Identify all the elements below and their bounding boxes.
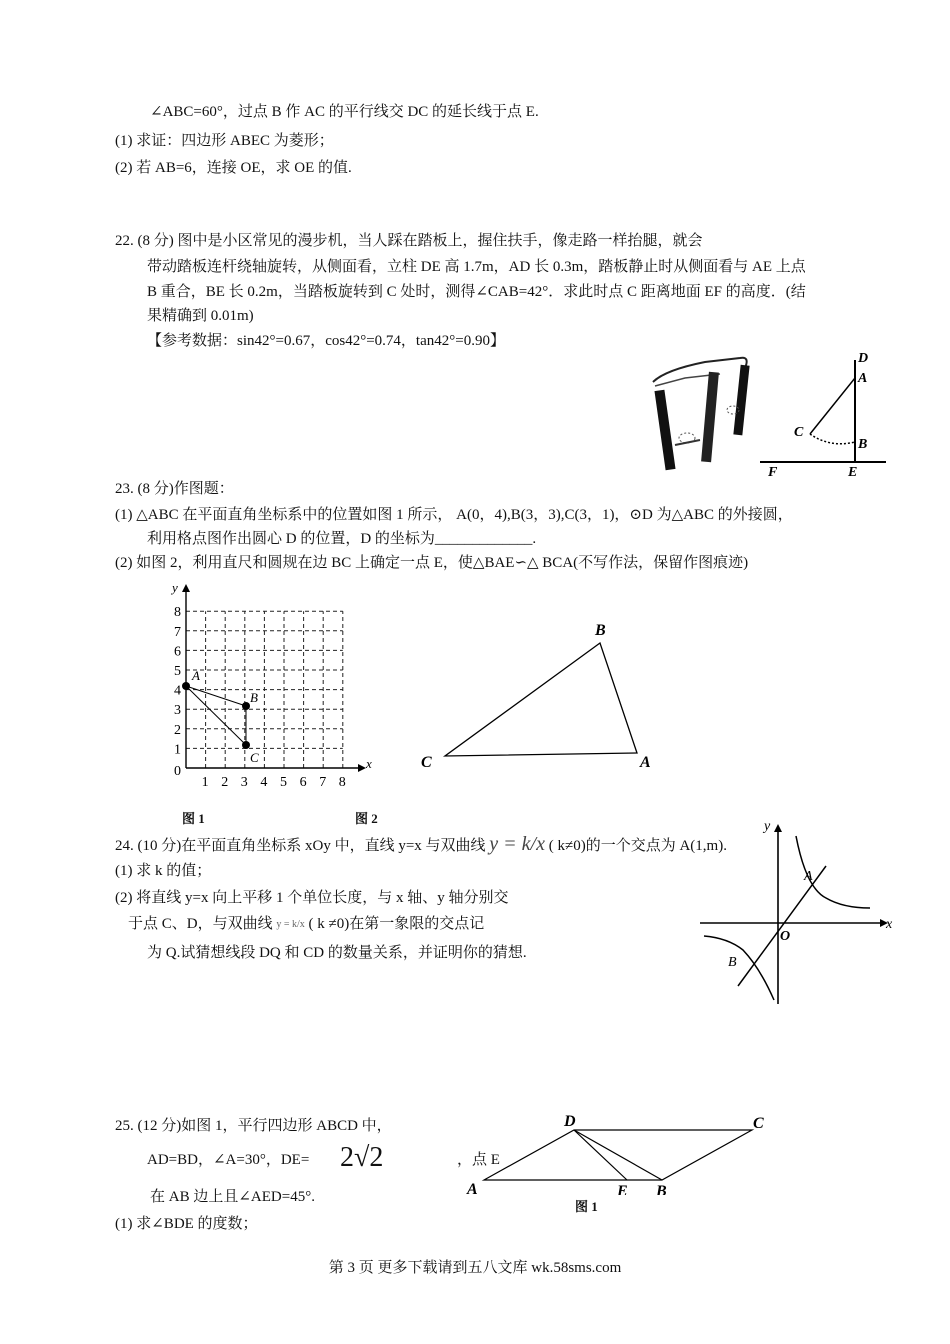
- grid-label-C: C: [250, 750, 259, 765]
- grid-label-B: B: [250, 690, 258, 705]
- q25-line1: 25. (12 分)如图 1，平行四边形 ABCD 中，: [115, 1118, 392, 1134]
- label-F: F: [768, 465, 778, 480]
- x-tick-label: 2: [221, 775, 229, 790]
- q23-line1: 23. (8 分)作图题：: [115, 481, 234, 497]
- q25-label-A: A: [467, 1181, 478, 1195]
- q25-label-D: D: [564, 1113, 576, 1130]
- label-D: D: [858, 351, 869, 366]
- q25-line2-start: AD=BD，∠A=30°，DE=: [147, 1152, 310, 1168]
- label-C: C: [794, 425, 804, 440]
- axis-y-label: y: [172, 580, 178, 595]
- y-tick-label: 2: [174, 722, 181, 738]
- q25-label-E: E: [617, 1183, 628, 1195]
- q22-line2: 带动踏板连杆绕轴旋转，从侧面看，立柱 DE 高 1.7m，AD 长 0.3m，踏板静止时从侧面看与 AE 上点: [147, 259, 806, 275]
- q24-equation-large: y = k/x: [489, 833, 545, 855]
- y-tick-label: 3: [174, 703, 181, 719]
- tri-label-B: B: [595, 622, 606, 639]
- q24-line1-end: ( k≠0)的一个交点为 A(1,m).: [548, 838, 727, 854]
- q24-part2-line2: [128, 914, 484, 935]
- q25-part1: (1) 求∠BDE 的度数；: [115, 1216, 258, 1232]
- y-tick-label: 5: [174, 664, 181, 679]
- x-tick-label: 1: [201, 775, 209, 790]
- q24-hyperbola-figure: [698, 818, 898, 1008]
- q24-origin: O: [780, 929, 791, 944]
- label-A: A: [858, 371, 868, 386]
- q21-part2: (2) 若 AB=6，连接 OE，求 OE 的值.: [115, 160, 352, 176]
- x-tick-label: 6: [299, 775, 307, 790]
- y-tick-label: 4: [174, 683, 181, 699]
- y-tick-label: 7: [174, 624, 181, 640]
- q21-part1: (1) 求证：四边形 ABEC 为菱形；: [115, 133, 334, 149]
- x-tick-label: 7: [319, 775, 327, 790]
- grid-label-A: A: [192, 668, 200, 683]
- q22-diagram: [760, 348, 890, 480]
- label-E: E: [848, 465, 858, 480]
- point-B: [242, 702, 250, 710]
- q24-axis-x: x: [886, 917, 893, 932]
- q23-grid-figure: [168, 576, 388, 791]
- q23-line4: (2) 如图 2，利用直尺和圆规在边 BC 上确定一点 E，使△BAE∽△ BCA(不写作法，保留作图痕迹): [115, 555, 749, 571]
- y-tick-label: 8: [174, 605, 181, 621]
- q24-line1-start: 24. (10 分)在平面直角坐标系 xOy 中，直线 y=x 与双曲线: [115, 838, 486, 854]
- q24-part1: (1) 求 k 的值；: [115, 863, 212, 879]
- fig1-caption: 图 1: [182, 811, 205, 826]
- q25-line2-end: ，点 E: [457, 1152, 500, 1168]
- q25-radical: 2√2: [340, 1142, 384, 1173]
- q24-point-B: B: [728, 955, 737, 970]
- q23-line3: 利用格点图作出圆心 D 的位置，D 的坐标为_____________.: [147, 531, 537, 547]
- q22-line4: 果精确到 0.01m): [147, 308, 254, 324]
- q22-line1: 22. (8 分) 图中是小区常见的漫步机，当人踩在踏板上，握住扶手，像走路一样抬腿，就会: [115, 233, 703, 249]
- x-tick-label: 3: [240, 775, 248, 790]
- axis-x-label: x: [366, 756, 372, 771]
- point-A: [182, 682, 190, 690]
- q25-fig-caption: 图 1: [575, 1199, 598, 1214]
- q24-line4-end: ( k ≠0)在第一象限的交点记: [308, 916, 485, 932]
- q24-equation-small: y = k/x: [276, 918, 305, 930]
- q25-label-B: B: [656, 1183, 667, 1195]
- fig2-caption: 图 2: [355, 811, 378, 826]
- y-tick-label: 1: [174, 742, 181, 758]
- q24-axis-y: y: [764, 819, 771, 834]
- tri-label-C: C: [421, 754, 432, 771]
- q24-part2-line3: 为 Q.试猜想线段 DQ 和 CD 的数量关系，并证明你的猜想.: [147, 945, 527, 961]
- walking-machine-photo: [645, 350, 755, 480]
- y-tick-label: 6: [174, 644, 181, 660]
- q25-line3: 在 AB 边上且∠AED=45°.: [150, 1189, 315, 1205]
- x-tick-label: 8: [338, 775, 346, 790]
- q22-line5: 【参考数据：sin42°=0.67，cos42°=0.74，tan42°=0.90】: [147, 333, 505, 349]
- q24-line1: [115, 834, 727, 856]
- q24-point-A: A: [804, 869, 813, 884]
- origin-label: 0: [174, 764, 181, 779]
- tri-label-A: A: [640, 754, 651, 771]
- label-B: B: [858, 437, 868, 452]
- page-footer: 第 3 页 更多下载请到五八文库 wk.58sms.com: [328, 1260, 622, 1276]
- q24-line4-start: 于点 C、D，与双曲线: [128, 916, 273, 932]
- q21-line0: ∠ABC=60°，过点 B 作 AC 的平行线交 DC 的延长线于点 E.: [150, 104, 539, 120]
- q25-parallelogram-figure: [462, 1110, 772, 1195]
- q22-line3: B 重合，BE 长 0.2m，当踏板旋转到 C 处时，测得∠CAB=42°．求此时点 C 距离地面 EF 的高度．(结: [147, 284, 806, 300]
- x-tick-label: 5: [280, 775, 287, 790]
- point-C: [242, 741, 250, 749]
- q23-triangle-figure: [415, 615, 665, 775]
- q24-part2-line1: (2) 将直线 y=x 向上平移 1 个单位长度，与 x 轴、y 轴分别交: [115, 890, 509, 906]
- q25-label-C: C: [753, 1115, 764, 1132]
- x-tick-label: 4: [260, 775, 268, 790]
- q25-line2: [147, 1150, 309, 1170]
- q23-line2: (1) △ABC 在平面直角坐标系中的位置如图 1 所示， A(0，4),B(3，3),C(3，1)，⊙D 为△ABC 的外接圆，: [115, 507, 793, 523]
